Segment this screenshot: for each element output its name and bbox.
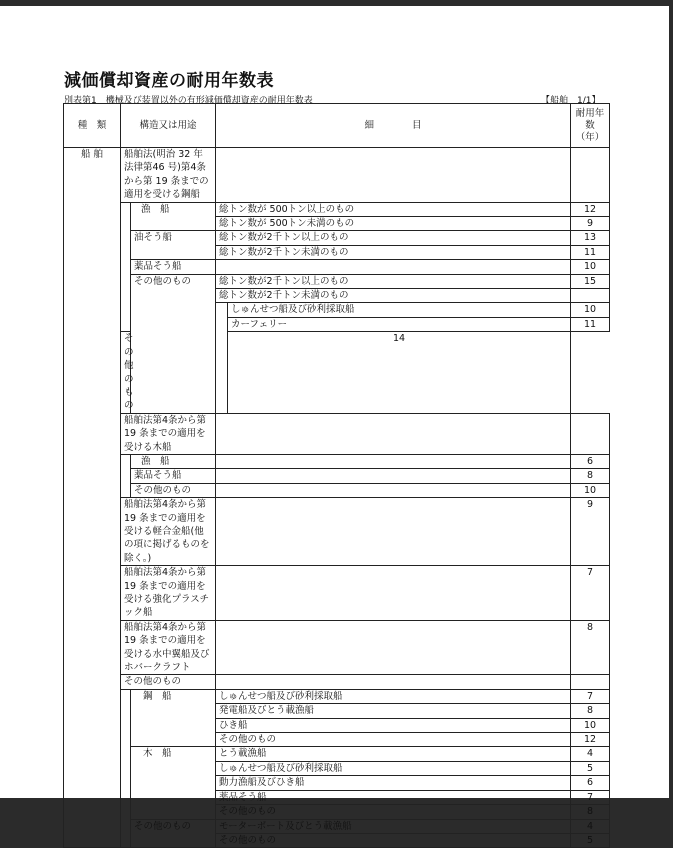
structure-cell: 船舶法(明治 32 年法律第46 号)第4条から第 19 条までの適用を受ける鋼船 <box>121 148 216 203</box>
page-title: 減価償却資産の耐用年数表 <box>64 71 274 91</box>
structure-cell: 漁 船 <box>131 454 216 468</box>
structure-cell: 船舶法第4条から第 19 条までの適用を受ける水中翼船及びホバークラフト <box>121 620 216 675</box>
detail-cell <box>216 454 571 468</box>
years-cell <box>571 675 610 689</box>
detail-cell: とう載漁船 <box>216 747 571 761</box>
years-cell: 7 <box>571 689 610 703</box>
indent-cell <box>121 454 131 497</box>
years-cell: 5 <box>571 761 610 775</box>
detail-cell: 総トン数が 500トン未満のもの <box>216 217 571 231</box>
detail-cell: 薬品そう船 <box>216 790 571 804</box>
detail-cell <box>216 260 571 274</box>
years-cell: 8 <box>571 805 610 819</box>
table-row <box>64 454 610 468</box>
years-cell: 7 <box>571 566 610 621</box>
years-cell: 15 <box>571 274 610 288</box>
years-cell: 5 <box>571 833 610 847</box>
structure-cell: 薬品そう船 <box>131 469 216 483</box>
structure-cell: 木 船 <box>131 747 216 819</box>
table-row <box>64 413 610 454</box>
structure-cell: その他のもの <box>131 274 216 413</box>
structure-cell: 鋼 船 <box>131 689 216 747</box>
detail-cell <box>216 483 571 497</box>
structure-cell: 漁 船 <box>131 202 216 231</box>
years-cell: 8 <box>571 620 610 675</box>
structure-cell: その他のもの <box>131 819 216 848</box>
table-row <box>64 675 610 689</box>
years-cell: 11 <box>571 317 610 331</box>
table-row <box>64 620 610 675</box>
header-detail: 細 目 <box>216 104 571 148</box>
table-row <box>64 148 610 203</box>
years-cell: 7 <box>571 790 610 804</box>
years-cell: 8 <box>571 469 610 483</box>
structure-cell: 船舶法第4条から第 19 条までの適用を受ける木船 <box>121 413 216 454</box>
header-years: 耐用年数（年） <box>571 104 610 148</box>
detail-cell: 動力漁船及びひき船 <box>216 776 571 790</box>
years-cell: 12 <box>571 202 610 216</box>
years-cell <box>571 148 610 203</box>
detail-cell: その他のもの <box>121 332 131 413</box>
years-cell: 10 <box>571 260 610 274</box>
header-structure: 構造又は用途 <box>121 104 216 148</box>
detail-cell: 総トン数が2千トン以上のもの <box>216 274 571 288</box>
years-cell: 11 <box>571 245 610 259</box>
detail-cell: その他のもの <box>216 733 571 747</box>
detail-cell: 総トン数が2千トン以上のもの <box>216 231 571 245</box>
header-kind: 種 類 <box>64 104 121 148</box>
structure-cell: その他のもの <box>131 483 216 497</box>
detail-cell: しゅんせつ船及び砂利採取船 <box>216 689 571 703</box>
detail-cell <box>216 675 571 689</box>
years-cell: 10 <box>571 718 610 732</box>
table-row <box>64 483 610 497</box>
detail-cell <box>216 413 571 454</box>
years-cell: 12 <box>571 733 610 747</box>
detail-cell: ひき船 <box>216 718 571 732</box>
table-row <box>64 202 610 216</box>
detail-cell <box>216 566 571 621</box>
years-cell <box>571 289 610 303</box>
detail-cell: その他のもの <box>216 805 571 819</box>
depreciation-table <box>63 103 610 848</box>
detail-cell: しゅんせつ船及び砂利採取船 <box>216 761 571 775</box>
table-row <box>64 747 610 761</box>
header-row <box>64 104 610 148</box>
detail-cell: しゅんせつ船及び砂利採取船 <box>228 303 571 317</box>
detail-cell <box>216 469 571 483</box>
structure-cell: 薬品そう船 <box>131 260 216 274</box>
years-cell: 6 <box>571 776 610 790</box>
detail-cell <box>216 498 571 566</box>
table-row <box>64 469 610 483</box>
detail-cell: その他のもの <box>216 833 571 847</box>
years-cell <box>571 413 610 454</box>
detail-cell: 総トン数が2千トン未満のもの <box>216 289 571 303</box>
kind-cell: 船 舶 <box>64 148 121 848</box>
indent-cell <box>121 202 131 332</box>
detail-cell: カーフェリー <box>228 317 571 331</box>
years-cell: 13 <box>571 231 610 245</box>
indent-cell <box>121 689 131 847</box>
page-label: 【船舶 1/1】 <box>541 96 601 106</box>
table-row <box>64 819 610 833</box>
detail-cell <box>216 148 571 203</box>
detail-cell: 総トン数が 500トン以上のもの <box>216 202 571 216</box>
years-cell: 8 <box>571 704 610 718</box>
table-row <box>64 260 610 274</box>
years-cell: 14 <box>228 332 571 413</box>
table-row <box>64 689 610 703</box>
years-cell: 9 <box>571 217 610 231</box>
table-row <box>64 231 610 245</box>
detail-cell: モーターボート及びとう載漁船 <box>216 819 571 833</box>
structure-cell: 船舶法第4条から第 19 条までの適用を受ける強化プラスチック船 <box>121 566 216 621</box>
years-cell: 10 <box>571 483 610 497</box>
indent-cell <box>216 303 228 413</box>
table-subtitle: 別表第1 機械及び装置以外の有形減価償却資産の耐用年数表 <box>64 96 313 106</box>
years-cell: 6 <box>571 454 610 468</box>
structure-cell: その他のもの <box>121 675 216 689</box>
detail-cell: 総トン数が2千トン未満のもの <box>216 245 571 259</box>
detail-cell: 発電船及びとう載漁船 <box>216 704 571 718</box>
years-cell: 4 <box>571 747 610 761</box>
table-row <box>64 498 610 566</box>
table-row <box>64 566 610 621</box>
years-cell: 9 <box>571 498 610 566</box>
table-row <box>64 274 610 288</box>
years-cell: 4 <box>571 819 610 833</box>
detail-cell <box>216 620 571 675</box>
structure-cell: 船舶法第4条から第 19 条までの適用を受ける軽合金船(他の項に掲げるものを除く。) <box>121 498 216 566</box>
years-cell: 10 <box>571 303 610 317</box>
structure-cell: 油そう船 <box>131 231 216 260</box>
